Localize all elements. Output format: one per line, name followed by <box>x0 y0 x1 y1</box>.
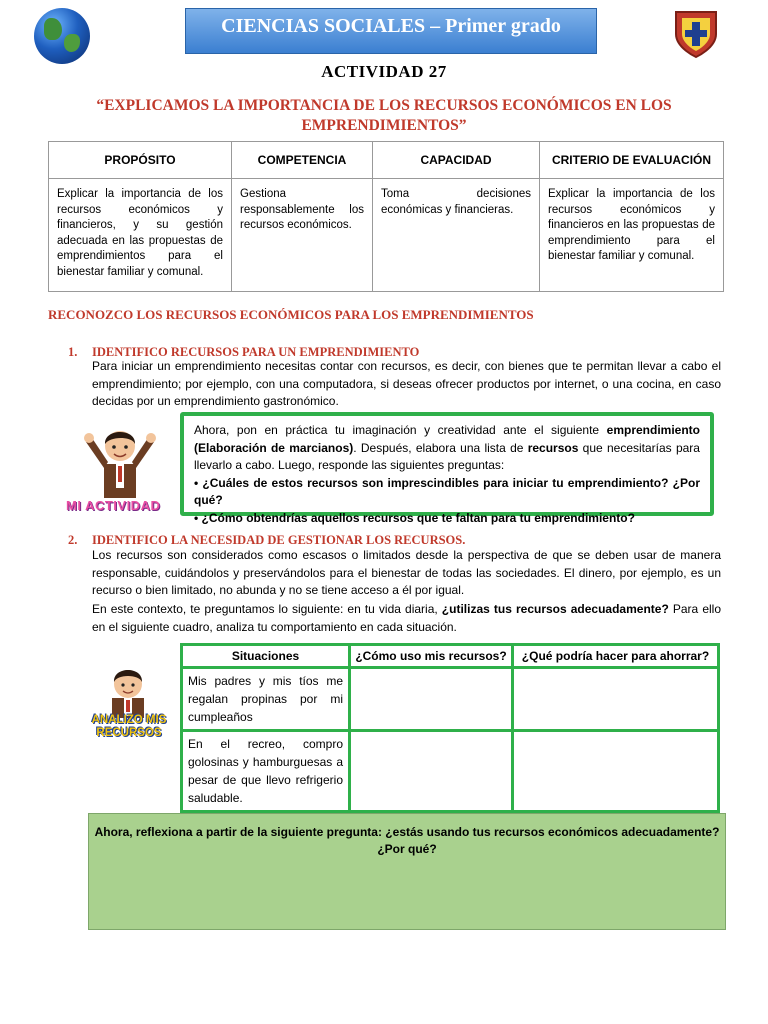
activity-number: ACTIVIDAD 27 <box>321 62 447 81</box>
table-header: ¿Cómo uso mis recursos? <box>351 646 511 666</box>
activity-title-line: “EXPLICAMOS LA IMPORTANCIA DE LOS RECURSOS ECONÓMICOS EN LOS <box>96 97 672 114</box>
activity-title-line: EMPRENDIMIENTOS” <box>301 117 467 134</box>
table-cell: Explicar la importancia de los recursos económicos y financieros, y su gestión adecuada en las propuestas de emprendimientos para el bienestar familiar y comunal. <box>49 179 232 292</box>
item-number: 2. <box>68 533 78 547</box>
question-text: ¿Cuáles de estos recursos son imprescindibles para iniciar tu emprendimiento? ¿Por qué? <box>194 475 700 507</box>
situations-table <box>180 643 720 813</box>
item-paragraph: Para iniciar un emprendimiento necesitas contar con recursos, es decir, con bienes que te permitan llevar a cabo el emprendimiento; por ejemplo, con una computadora, si deseas ofrecer productos por internet, o una cocina, en caso decidas por un emprendimiento gastronómico. <box>92 359 721 408</box>
student-avatar-icon <box>104 664 152 718</box>
activity-text-bold: recursos <box>527 440 579 455</box>
paragraph-text-bold: ¿utilizas tus recursos adecuadamente? <box>441 602 669 616</box>
activity-text: que necesitarías para llevarlo a cabo. Luego, responde las siguientes preguntas: <box>194 440 700 472</box>
activity-title <box>60 96 708 136</box>
item-heading: IDENTIFICO RECURSOS PARA UN EMPRENDIMIENTO <box>92 345 420 359</box>
reflection-question: Ahora, reflexiona a partir de la siguiente pregunta: ¿estás usando tus recursos económicos adecuadamente? <box>94 825 720 839</box>
table-header: ¿Qué podría hacer para ahorrar? <box>514 646 717 666</box>
table-row <box>183 732 717 810</box>
item-number: 1. <box>68 345 78 359</box>
my-activity-label: MI ACTIVIDAD <box>66 498 161 513</box>
table-row <box>183 669 717 729</box>
competency-table <box>48 141 724 292</box>
globe-land <box>44 18 62 40</box>
answer-cell[interactable] <box>514 732 717 810</box>
activity-text-bold: emprendimiento (Elaboración de marcianos) <box>194 423 700 455</box>
item-heading: IDENTIFICO LA NECESIDAD DE GESTIONAR LOS RECURSOS. <box>92 533 466 547</box>
table-header: CRITERIO DE EVALUACIÓN <box>540 142 724 179</box>
situation-cell: En el recreo, compro golosinas y hamburguesas a pesar de que llevo refrigerio saludable. <box>183 732 348 810</box>
analyze-label-line: ANALIZO MIS <box>91 714 167 726</box>
table-cell: Toma decisiones económicas y financieras. <box>373 179 540 292</box>
item-paragraph <box>92 601 721 636</box>
section-heading: RECONOZCO LOS RECURSOS ECONÓMICOS PARA LOS EMPRENDIMIENTOS <box>48 307 534 322</box>
course-banner: CIENCIAS SOCIALES – Primer grado <box>185 8 597 54</box>
activity-question: • ¿Cuáles de estos recursos son imprescindibles para iniciar tu emprendimiento? ¿Por qué? <box>194 475 700 507</box>
table-header: Situaciones <box>183 646 348 666</box>
question-text: ¿Cómo obtendrías aquellos recursos que te faltan para tu emprendimiento? <box>201 510 635 525</box>
activity-box <box>180 412 714 525</box>
answer-cell[interactable] <box>351 732 511 810</box>
paragraph-text: Para ello en el siguiente cuadro, analiza tu comportamiento en cada situación. <box>92 602 721 634</box>
globe-land <box>64 34 80 52</box>
table-header: PROPÓSITO <box>49 142 232 179</box>
answer-cell[interactable] <box>351 669 511 729</box>
activity-text: . Después, elabora una lista de <box>353 440 528 455</box>
table-header: COMPETENCIA <box>232 142 373 179</box>
activity-question: • ¿Cómo obtendrías aquellos recursos que te faltan para tu emprendimiento? <box>194 510 635 525</box>
paragraph-text: En este contexto, te preguntamos lo siguiente: en tu vida diaria, <box>92 602 442 616</box>
school-shield-icon <box>670 8 722 60</box>
situation-cell: Mis padres y mis tíos me regalan propinas por mi cumpleaños <box>183 669 348 729</box>
globe-image <box>34 8 90 64</box>
reflection-question: ¿Por qué? <box>377 842 437 856</box>
analyze-resources-label <box>84 714 174 740</box>
table-cell: Gestiona responsablemente los recursos económicos. <box>232 179 373 292</box>
activity-text: Ahora, pon en práctica tu imaginación y creatividad ante el siguiente <box>194 423 607 437</box>
reflection-box[interactable] <box>88 813 726 930</box>
answer-cell[interactable] <box>514 669 717 729</box>
table-header: CAPACIDAD <box>373 142 540 179</box>
student-avatar-icon <box>74 418 166 498</box>
item-paragraph: Los recursos son considerados como escasos o limitados desde la perspectiva de que se deben usar de manera responsable, cuidándolos y preservándolos para el bienestar de todas las sociedades. El dinero, por ejemplo, es un recurso o bien limitado, no abunda y no se tiene acceso a él por igual. <box>92 548 721 597</box>
table-cell: Explicar la importancia de los recursos económicos y financieros en las propuestas de emprendimiento para el bienestar familiar y comunal. <box>540 179 724 292</box>
analyze-label-line: RECURSOS <box>96 727 162 739</box>
